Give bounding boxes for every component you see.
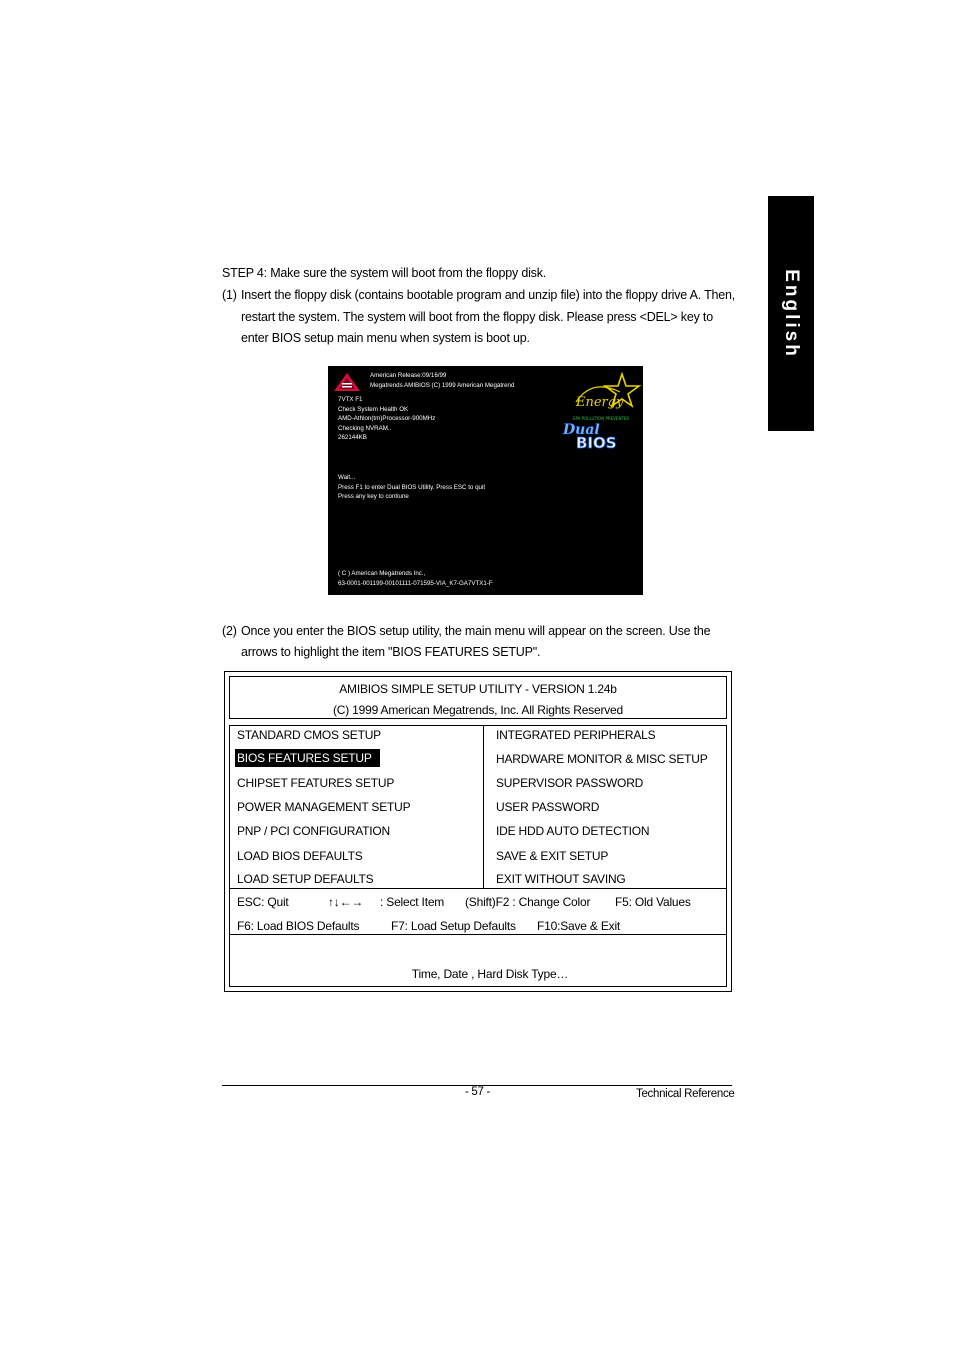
step4-heading: STEP 4: Make sure the system will boot from the floppy disk. bbox=[222, 266, 547, 280]
energy-logo-sub: EPA POLLUTION PREVENTER bbox=[573, 416, 630, 421]
menu-title: AMIBIOS SIMPLE SETUP UTILITY - VERSION 1.24b bbox=[339, 682, 617, 696]
menu-item-supervisor-password[interactable]: SUPERVISOR PASSWORD bbox=[496, 776, 644, 790]
menu-item-save-exit[interactable]: SAVE & EXIT SETUP bbox=[496, 849, 609, 863]
step2-item-line-1: Once you enter the BIOS setup utility, the main menu will appear on the screen. Use the bbox=[241, 624, 711, 638]
bios-setup-menu bbox=[224, 671, 732, 992]
menu-item-power-management[interactable]: POWER MANAGEMENT SETUP bbox=[237, 800, 411, 814]
menu-item-standard-cmos[interactable]: STANDARD CMOS SETUP bbox=[237, 728, 381, 742]
menu-copyright: (C) 1999 American Megatrends, Inc. All Rights Reserved bbox=[332, 703, 623, 717]
key-esc-quit: ESC: Quit bbox=[237, 895, 289, 909]
step4-item-line-3: enter BIOS setup main menu when system is boot up. bbox=[241, 331, 530, 345]
bios-logo-text: BIOS bbox=[576, 434, 617, 450]
step4-item-line-1: Insert the floppy disk (contains bootable program and unzip file) into the floppy drive A. Then, bbox=[241, 288, 736, 302]
key-old-values: F5: Old Values bbox=[615, 895, 691, 909]
menu-item-load-setup-defaults[interactable]: LOAD SETUP DEFAULTS bbox=[237, 872, 374, 886]
menu-item-exit-without-saving[interactable]: EXIT WITHOUT SAVING bbox=[496, 872, 626, 886]
menu-items-panel bbox=[229, 725, 727, 889]
menu-item-hardware-monitor[interactable]: HARDWARE MONITOR & MISC SETUP bbox=[496, 752, 708, 766]
menu-item-bios-features[interactable]: BIOS FEATURES SETUP bbox=[235, 749, 380, 767]
key-save-exit: F10:Save & Exit bbox=[537, 919, 621, 933]
dual-logo-text: Dual bbox=[563, 422, 600, 438]
menu-header bbox=[229, 676, 727, 719]
page-number: - 57 - bbox=[465, 1086, 491, 1098]
menu-item-pnp-pci[interactable]: PNP / PCI CONFIGURATION bbox=[237, 824, 390, 838]
boot-header-line-2: Megatrends AMIBIOS (C) 1999 American Megatrend bbox=[370, 382, 515, 389]
step4-item-line-2: restart the system. The system will boot from the floppy disk. Please press <DEL> key to bbox=[241, 310, 713, 324]
boot-footer-line-2: 63-0001-001199-00101111-071595-VIA_K7-GA7VTX1-F bbox=[338, 579, 493, 587]
boot-wait-line: Press any key to contiune bbox=[338, 493, 409, 500]
boot-wait-line: Wait... bbox=[338, 474, 356, 481]
menu-item-chipset-features[interactable]: CHIPSET FEATURES SETUP bbox=[237, 776, 395, 790]
menu-item-ide-hdd-detection[interactable]: IDE HDD AUTO DETECTION bbox=[496, 824, 650, 838]
energy-star-logo-icon bbox=[570, 372, 642, 422]
step2-item-line-2: arrows to highlight the item "BIOS FEATURES SETUP". bbox=[241, 645, 541, 659]
dual-bios-logo-icon bbox=[562, 420, 642, 450]
key-load-setup-defaults: F7: Load Setup Defaults bbox=[391, 919, 516, 933]
boot-wait-line: Press F1 to enter Dual BIOS Utility. Press ESC to quit bbox=[338, 483, 486, 491]
energy-logo-text: Energy bbox=[576, 395, 624, 410]
boot-line: 262144KB bbox=[338, 434, 367, 441]
language-tab-label: English bbox=[781, 268, 802, 359]
ami-logo-icon bbox=[333, 372, 361, 392]
boot-line: Check System Health OK bbox=[338, 405, 409, 413]
menu-divider bbox=[483, 726, 484, 888]
step2-item-number: (2) bbox=[222, 624, 237, 638]
help-text: Time, Date , Hard Disk Type… bbox=[411, 967, 569, 981]
step4-item-number: (1) bbox=[222, 288, 237, 302]
menu-item-integrated-peripherals[interactable]: INTEGRATED PERIPHERALS bbox=[496, 728, 656, 742]
help-panel bbox=[229, 934, 727, 987]
arrow-keys-icon: ↑↓←→ bbox=[328, 895, 364, 909]
key-change-color: (Shift)F2 : Change Color bbox=[465, 895, 591, 909]
boot-line: AMD-Athlon(tm)Processor-900MHz bbox=[338, 415, 436, 422]
key-legend-panel bbox=[229, 888, 727, 935]
section-title: Technical Reference bbox=[636, 1088, 735, 1100]
menu-item-user-password[interactable]: USER PASSWORD bbox=[496, 800, 600, 814]
boot-line: 7VTX F1 bbox=[338, 396, 363, 403]
boot-header-line-1: American Release:09/16/99 bbox=[370, 372, 447, 379]
boot-footer-line-1: ( C ) American Megatrends Inc., bbox=[338, 570, 426, 577]
boot-line: Checking NVRAM.. bbox=[338, 424, 392, 432]
language-tab bbox=[768, 196, 814, 431]
menu-item-load-bios-defaults[interactable]: LOAD BIOS DEFAULTS bbox=[237, 849, 363, 863]
bios-boot-screen bbox=[328, 366, 643, 595]
key-load-bios-defaults: F6: Load BIOS Defaults bbox=[237, 919, 360, 933]
key-select-item: : Select Item bbox=[380, 895, 445, 909]
